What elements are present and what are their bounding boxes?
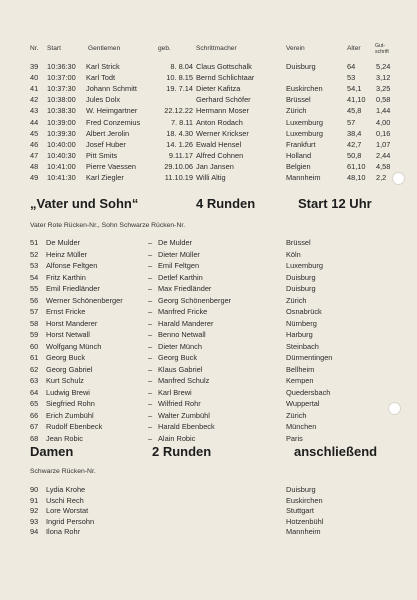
- club-name: Zürich: [286, 106, 307, 116]
- birth-date: 9.11.17: [168, 150, 193, 160]
- credit: 2,44: [376, 150, 391, 160]
- start-time: 10:41:30: [47, 173, 76, 182]
- row-number: 54: [30, 272, 39, 282]
- start-time: 10:39:30: [47, 128, 76, 138]
- club-name: Duisburg: [286, 485, 316, 494]
- separator-dash: –: [148, 249, 153, 259]
- father-name: Erich Zumbühl: [46, 410, 94, 420]
- separator-dash: –: [148, 272, 153, 282]
- club-name: Euskirchen: [286, 495, 323, 505]
- list-item: [0, 296, 417, 306]
- father-name: Werner Schönenberger: [46, 295, 123, 305]
- rider-name: Josef Huber: [86, 139, 126, 149]
- row-number: 47: [30, 150, 39, 160]
- list-item: [0, 434, 417, 444]
- table-row: [0, 151, 417, 161]
- credit: 1,44: [376, 106, 391, 116]
- club-name: Duisburg: [286, 62, 316, 71]
- age: 53: [347, 73, 356, 83]
- separator-dash: –: [148, 422, 153, 431]
- list-item: [0, 485, 417, 495]
- rider-name: Pitt Smits: [86, 150, 118, 160]
- club-name: Zürich: [286, 295, 307, 305]
- header-gentlemen: Gentlemen: [88, 45, 121, 52]
- row-number: 39: [30, 62, 39, 71]
- header-age: Alter: [347, 45, 361, 52]
- age: 48,10: [347, 173, 366, 182]
- row-number: 53: [30, 261, 39, 270]
- table-row: [0, 106, 417, 116]
- row-number: 58: [30, 318, 39, 328]
- club-name: Duisburg: [286, 272, 316, 282]
- list-item: [0, 330, 417, 340]
- club-name: Osnabrück: [286, 307, 322, 316]
- start-time: 10:38:00: [47, 95, 76, 105]
- row-number: 61: [30, 353, 39, 362]
- club-name: Bellheim: [286, 364, 315, 374]
- row-number: 48: [30, 161, 39, 171]
- separator-dash: –: [148, 318, 153, 328]
- club-name: Wuppertal: [286, 399, 320, 408]
- son-name: Dieter Müller: [158, 249, 200, 259]
- separator-dash: –: [148, 399, 153, 408]
- section3-laps: 2 Runden: [152, 444, 212, 459]
- separator-dash: –: [148, 376, 153, 385]
- row-number: 93: [30, 516, 39, 526]
- club-name: Steinbach: [286, 341, 319, 351]
- pacer-name: Dieter Kafitza: [196, 84, 241, 94]
- club-name: Paris: [286, 433, 303, 443]
- son-name: Wilfried Rohr: [158, 399, 201, 408]
- father-name: Heinz Müller: [46, 249, 88, 259]
- row-number: 66: [30, 410, 39, 420]
- table-row: [0, 162, 417, 172]
- father-name: Wolfgang Münch: [46, 341, 102, 351]
- club-name: Holland: [286, 150, 312, 160]
- row-number: 45: [30, 128, 39, 138]
- row-number: 52: [30, 249, 39, 259]
- list-item: [0, 250, 417, 260]
- pacer-name: Hermann Moser: [196, 106, 249, 116]
- list-item: [0, 342, 417, 352]
- row-number: 43: [30, 106, 39, 116]
- son-name: Harald Ebenbeck: [158, 422, 215, 431]
- start-time: 10:37:30: [47, 84, 76, 94]
- row-number: 94: [30, 527, 39, 536]
- row-number: 64: [30, 387, 39, 397]
- father-name: Fritz Karthin: [46, 272, 86, 282]
- club-name: Hotzenbühl: [286, 516, 324, 526]
- pacer-name: Gerhard Schöfer: [196, 95, 251, 105]
- list-item: [0, 307, 417, 317]
- father-name: Siegfried Rohn: [46, 399, 95, 408]
- father-name: Emil Friedländer: [46, 284, 100, 293]
- separator-dash: –: [148, 295, 153, 305]
- son-name: Detlef Karthin: [158, 272, 203, 282]
- birth-date: 7. 8.11: [170, 117, 193, 127]
- club-name: Zürich: [286, 410, 307, 420]
- row-number: 91: [30, 495, 39, 505]
- age: 54,1: [347, 84, 362, 94]
- rider-name: Lydia Krohe: [46, 485, 86, 494]
- credit: 4,58: [376, 161, 391, 171]
- age: 57: [347, 117, 356, 127]
- son-name: Georg Schönenberger: [158, 295, 232, 305]
- club-name: Luxemburg: [286, 261, 323, 270]
- separator-dash: –: [148, 330, 153, 339]
- list-item: [0, 527, 417, 537]
- father-name: Georg Buck: [46, 353, 86, 362]
- club-name: Dürmentingen: [286, 353, 333, 362]
- club-name: Nürnberg: [286, 318, 317, 328]
- son-name: Harald Manderer: [158, 318, 214, 328]
- age: 45,8: [347, 106, 362, 116]
- son-name: Max Friedländer: [158, 284, 212, 293]
- son-name: Walter Zumbühl: [158, 410, 210, 420]
- club-name: Duisburg: [286, 284, 316, 293]
- row-number: 40: [30, 73, 39, 83]
- club-name: Harburg: [286, 330, 313, 339]
- list-item: [0, 284, 417, 294]
- rider-name: Albert Jerolin: [86, 128, 130, 138]
- rider-name: Ilona Rohr: [46, 527, 81, 536]
- age: 61,10: [347, 161, 366, 171]
- age: 50,8: [347, 150, 362, 160]
- row-number: 65: [30, 399, 39, 408]
- father-name: Horst Netwall: [46, 330, 90, 339]
- birth-date: 18. 4.30: [166, 128, 193, 138]
- pacer-name: Alfred Cohnen: [196, 150, 244, 160]
- rider-name: Karl Todt: [86, 73, 116, 83]
- separator-dash: –: [148, 387, 153, 397]
- start-time: 10:37:00: [47, 73, 76, 83]
- header-club: Verein: [286, 45, 305, 52]
- club-name: Luxemburg: [286, 117, 323, 127]
- birth-date: 8. 8.04: [170, 62, 193, 71]
- separator-dash: –: [148, 353, 153, 362]
- age: 41,10: [347, 95, 366, 105]
- credit: 5,24: [376, 62, 391, 71]
- pacer-name: Ewald Hensel: [196, 139, 242, 149]
- row-number: 92: [30, 506, 39, 515]
- separator-dash: –: [148, 364, 153, 374]
- rider-name: W. Heimgartner: [86, 106, 138, 116]
- rider-name: Uschi Rech: [46, 495, 84, 505]
- section2-subtitle: Vater Rote Rücken-Nr., Sohn Schwarze Rücken-Nr.: [30, 222, 186, 229]
- list-item: [0, 261, 417, 271]
- table-row: [0, 118, 417, 128]
- row-number: 68: [30, 433, 39, 443]
- son-name: Dieter Münch: [158, 341, 202, 351]
- son-name: Georg Buck: [158, 353, 198, 362]
- start-time: 10:38:30: [47, 106, 76, 116]
- father-name: Alfonse Feltgen: [46, 261, 98, 270]
- club-name: Euskirchen: [286, 84, 323, 94]
- birth-date: 14. 1.26: [166, 139, 193, 149]
- row-number: 57: [30, 307, 39, 316]
- row-number: 49: [30, 173, 39, 182]
- rider-name: Karl Ziegler: [86, 173, 124, 182]
- club-name: Brüssel: [286, 238, 311, 247]
- list-item: [0, 238, 417, 248]
- club-name: Belgien: [286, 161, 311, 171]
- birth-date: 10. 8.15: [166, 73, 193, 83]
- table-row: [0, 62, 417, 72]
- club-name: Frankfurt: [286, 139, 316, 149]
- table-row: [0, 129, 417, 139]
- age: 64: [347, 62, 356, 71]
- list-item: [0, 411, 417, 421]
- separator-dash: –: [148, 261, 153, 270]
- list-item: [0, 319, 417, 329]
- father-name: De Mulder: [46, 238, 81, 247]
- father-name: Rudolf Ebenbeck: [46, 422, 103, 431]
- section3-title: Damen: [30, 444, 74, 459]
- row-number: 44: [30, 117, 39, 127]
- birth-date: 22.12.22: [164, 106, 193, 116]
- pacer-name: Claus Gottschalk: [196, 62, 252, 71]
- table-row: [0, 73, 417, 83]
- father-name: Horst Manderer: [46, 318, 98, 328]
- rider-name: Karl Strick: [86, 62, 120, 71]
- credit: 4,00: [376, 117, 391, 127]
- list-item: [0, 496, 417, 506]
- age: 42,7: [347, 139, 362, 149]
- club-name: Brüssel: [286, 95, 311, 105]
- row-number: 62: [30, 364, 39, 374]
- section3-note: anschließend: [294, 444, 378, 459]
- credit: 3,12: [376, 73, 391, 83]
- son-name: De Mulder: [158, 238, 193, 247]
- club-name: Quedersbach: [286, 387, 331, 397]
- son-name: Alain Robic: [158, 433, 196, 443]
- son-name: Klaus Gabriel: [158, 364, 203, 374]
- row-number: 59: [30, 330, 39, 339]
- start-time: 10:41:00: [47, 161, 76, 171]
- row-number: 42: [30, 95, 39, 105]
- row-number: 60: [30, 341, 39, 351]
- pacer-name: Bernd Schlichtaar: [196, 73, 255, 83]
- list-item: [0, 517, 417, 527]
- start-time: 10:39:00: [47, 117, 76, 127]
- list-item: [0, 273, 417, 283]
- rider-name: Pierre Vaessen: [86, 161, 136, 171]
- row-number: 41: [30, 84, 39, 94]
- father-name: Ernst Fricke: [46, 307, 86, 316]
- rider-name: Johann Schmitt: [86, 84, 137, 94]
- birth-date: 29.10.06: [164, 161, 193, 171]
- header-credit-line2: schrift: [375, 49, 389, 55]
- section2-title: „Vater und Sohn“: [30, 196, 139, 211]
- credit: 2,2: [376, 173, 387, 182]
- list-item: [0, 388, 417, 398]
- father-name: Georg Gabriel: [46, 364, 93, 374]
- pacer-name: Jan Jansen: [196, 161, 234, 171]
- rider-name: Lore Worstat: [46, 506, 89, 515]
- rider-name: Ingrid Persohn: [46, 516, 95, 526]
- pacer-name: Willi Altig: [196, 173, 226, 182]
- table-row: [0, 140, 417, 150]
- list-item: [0, 422, 417, 432]
- header-pacer: Schrittmacher: [196, 45, 237, 52]
- row-number: 55: [30, 284, 39, 293]
- separator-dash: –: [148, 433, 153, 443]
- separator-dash: –: [148, 307, 153, 316]
- club-name: München: [286, 422, 317, 431]
- rider-name: Fred Conzemius: [86, 117, 141, 127]
- row-number: 51: [30, 238, 39, 247]
- club-name: Köln: [286, 249, 301, 259]
- father-name: Jean Robic: [46, 433, 83, 443]
- credit: 1,07: [376, 139, 391, 149]
- list-item: [0, 353, 417, 363]
- separator-dash: –: [148, 410, 153, 420]
- separator-dash: –: [148, 341, 153, 351]
- table-row: [0, 84, 417, 94]
- father-name: Ludwig Brewi: [46, 387, 90, 397]
- start-time: 10:40:30: [47, 150, 76, 160]
- row-number: 46: [30, 139, 39, 149]
- pacer-name: Werner Krickser: [196, 128, 249, 138]
- credit: 0,58: [376, 95, 391, 105]
- table-row: [0, 173, 417, 183]
- header-geb: geb.: [158, 45, 171, 52]
- age: 38,4: [347, 128, 362, 138]
- credit: 0,16: [376, 128, 391, 138]
- separator-dash: –: [148, 238, 153, 247]
- club-name: Luxemburg: [286, 128, 323, 138]
- club-name: Mannheim: [286, 173, 321, 182]
- son-name: Emil Feltgen: [158, 261, 200, 270]
- row-number: 90: [30, 485, 39, 494]
- father-name: Kurt Schulz: [46, 376, 84, 385]
- list-item: [0, 506, 417, 516]
- son-name: Benno Netwall: [158, 330, 206, 339]
- row-number: 63: [30, 376, 39, 385]
- header-credit-line1: Gut-: [375, 43, 386, 49]
- son-name: Karl Brewi: [158, 387, 192, 397]
- list-item: [0, 376, 417, 386]
- separator-dash: –: [148, 284, 153, 293]
- club-name: Kempen: [286, 376, 314, 385]
- row-number: 67: [30, 422, 39, 431]
- list-item: [0, 365, 417, 375]
- son-name: Manfred Fricke: [158, 307, 208, 316]
- rider-name: Jules Dolx: [86, 95, 121, 105]
- section3-subtitle: Schwarze Rücken-Nr.: [30, 468, 96, 475]
- section2-start-time: Start 12 Uhr: [298, 196, 372, 211]
- club-name: Mannheim: [286, 527, 321, 536]
- table-row: [0, 95, 417, 105]
- birth-date: 19. 7.14: [166, 84, 193, 94]
- start-time: 10:36:30: [47, 62, 76, 71]
- son-name: Manfred Schulz: [158, 376, 210, 385]
- birth-date: 11.10.19: [164, 173, 193, 182]
- credit: 3,25: [376, 84, 391, 94]
- pacer-name: Anton Rodach: [196, 117, 243, 127]
- club-name: Stuttgart: [286, 506, 314, 515]
- list-item: [0, 399, 417, 409]
- start-time: 10:40:00: [47, 139, 76, 149]
- header-nr: Nr.: [30, 45, 39, 52]
- row-number: 56: [30, 295, 39, 305]
- header-start: Start: [47, 45, 61, 52]
- section2-laps: 4 Runden: [196, 196, 256, 211]
